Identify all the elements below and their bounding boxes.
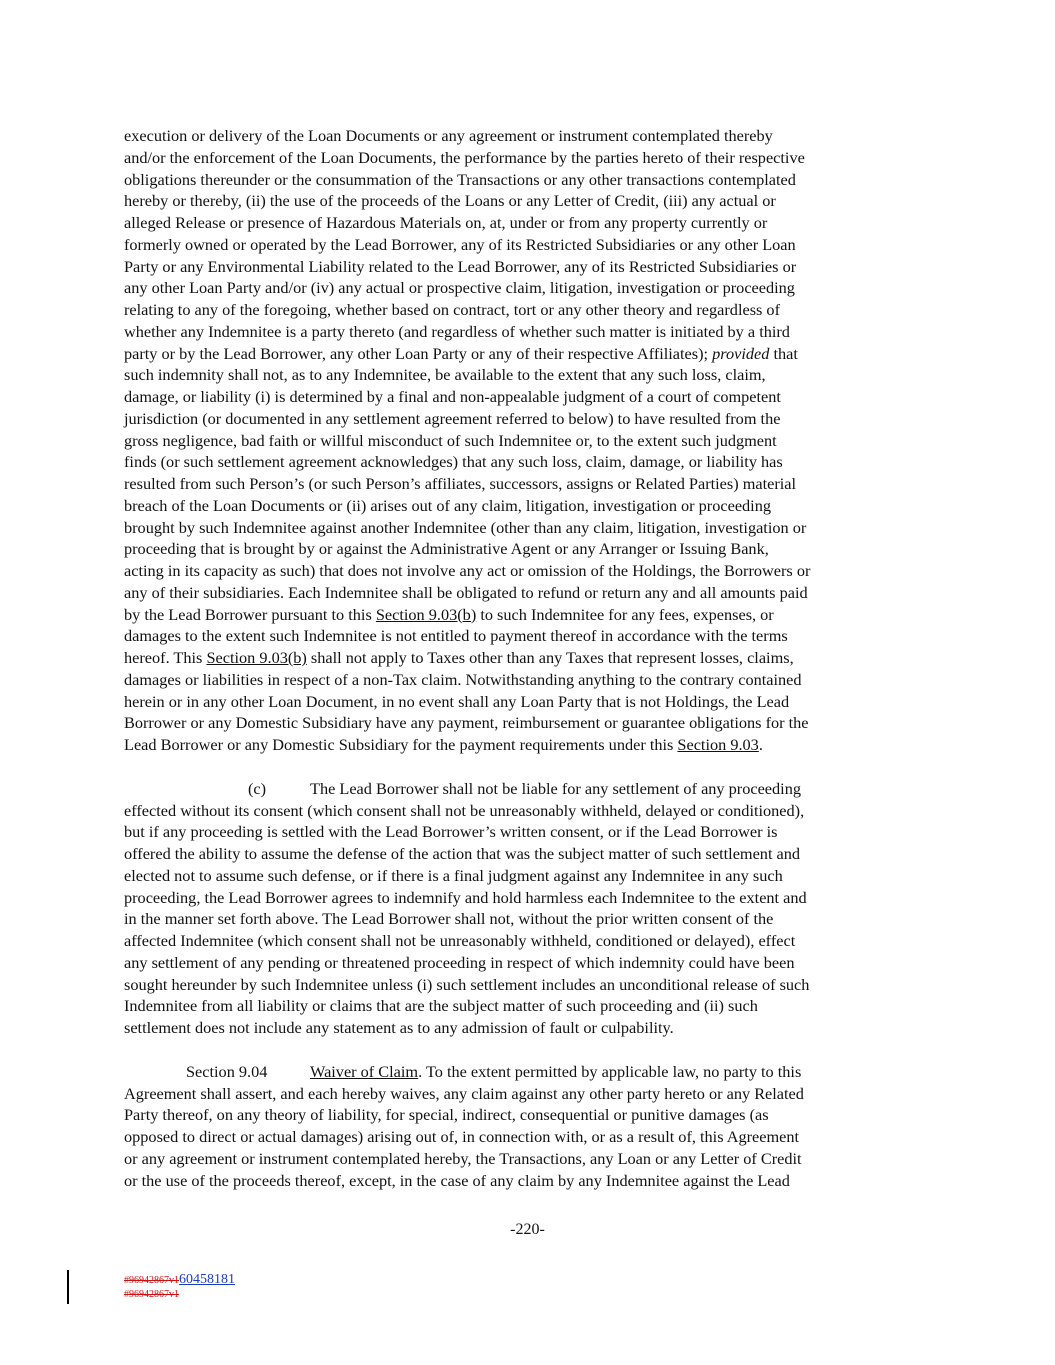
text-line: opposed to direct or actual damages) arising out of, in connection with, or as a result of, this Agreement bbox=[124, 1127, 800, 1146]
text-line: settlement does not include any statement as to any admission of fault or culpability. bbox=[124, 1018, 674, 1037]
text-line: elected not to assume such defense, or if there is a final judgment against any Indemnitee in any such bbox=[124, 865, 783, 885]
text-line: but if any proceeding is settled with the Lead Borrower’s written consent, or if the Lead Borrower is bbox=[124, 822, 778, 842]
text-line: or any agreement or instrument contemplated hereby, the Transactions, any Loan or any Letter of Credit bbox=[124, 1148, 802, 1168]
text-segment: to such Indemnitee for any fees, expenses, or bbox=[476, 604, 774, 624]
text-segment: hereof. This bbox=[124, 648, 207, 667]
text-segment: party or by the Lead Borrower, any other Loan Party or any of their respective Affiliates); bbox=[124, 343, 713, 363]
text-segment: . To the extent permitted by applicable law, no party to this bbox=[418, 1061, 802, 1081]
text-line bbox=[124, 647, 932, 669]
text-line: proceeding, the Lead Borrower agrees to indemnify and hold harmless each Indemnitee to the extent and bbox=[124, 887, 807, 907]
paragraph-section-9-04 bbox=[124, 1061, 932, 1192]
text-line: alleged Release or presence of Hazardous Materials on, at, under or from any property currently or bbox=[124, 213, 768, 232]
text-line: Borrower or any Domestic Subsidiary have any payment, reimbursement or guarantee obligations for the bbox=[124, 713, 809, 733]
inserted-doc-id: 60458181 bbox=[179, 1272, 235, 1287]
text-line bbox=[124, 734, 932, 756]
text-segment: shall not apply to Taxes other than any Taxes that represent losses, claims, bbox=[306, 648, 794, 667]
section-ref-link[interactable]: Section 9.03(b) bbox=[206, 648, 307, 667]
text-line: resulted from such Person’s (or such Person’s affiliates, successors, assigns or Related Parties) material bbox=[124, 474, 797, 493]
text-line: Party thereof, on any theory of liability, for special, indirect, consequential or punitive damages (as bbox=[124, 1105, 769, 1125]
text-line: relating to any of the foregoing, whether based on contract, tort or any other theory and regardless of bbox=[124, 300, 780, 319]
document-body bbox=[124, 125, 932, 1213]
page-number: -220- bbox=[510, 1221, 545, 1238]
text-line bbox=[124, 778, 932, 800]
text-line: Indemnitee from all liability or claims that are the subject matter of such proceeding and (ii) such bbox=[124, 996, 758, 1016]
text-line: and/or the enforcement of the Loan Documents, the performance by the parties hereto of their respective bbox=[124, 147, 805, 167]
provided-italic: provided bbox=[712, 343, 770, 363]
text-line: breach of the Loan Documents or (ii) arises out of any claim, litigation, investigation or proceeding bbox=[124, 495, 771, 515]
text-line: any of their subsidiaries. Each Indemnitee shall be obligated to refund or return any and all amounts paid bbox=[124, 582, 808, 602]
text-line: acting in its capacity as such) that does not involve any act or omission of the Holdings, the Borrowers or bbox=[124, 561, 811, 580]
paragraph-settlement-c bbox=[124, 778, 932, 1039]
section-ref-link[interactable]: Section 9.03(b) bbox=[375, 604, 477, 624]
text-line: offered the ability to assume the defense of the action that was the subject matter of such settlement and bbox=[124, 844, 801, 863]
text-line bbox=[124, 604, 932, 626]
text-line: damages to the extent such Indemnitee is not entitled to payment thereof in accordance with the terms bbox=[124, 626, 788, 646]
deleted-doc-id: #96942867v1 bbox=[124, 1275, 179, 1286]
text-line: proceeding that is brought by or against the Administrative Agent or any Arranger or Issuing Bank, bbox=[124, 539, 769, 559]
text-line bbox=[124, 1061, 932, 1083]
text-line: affected Indemnitee (which consent shall not be unreasonably withheld, conditioned or delayed), effect bbox=[124, 931, 796, 950]
text-line: any settlement of any pending or threatened proceeding in respect of which indemnity could have been bbox=[124, 952, 795, 972]
text-line: finds (or such settlement agreement acknowledges) that any such loss, claim, damage, or liability has bbox=[124, 452, 783, 472]
text-line: such indemnity shall not, as to any Indemnitee, be available to the extent that any such loss, claim, bbox=[124, 365, 766, 385]
section-ref-link[interactable]: Section 9.03 bbox=[677, 735, 759, 754]
paragraph-indemnity-continuation bbox=[124, 125, 932, 756]
text-segment: The Lead Borrower shall not be liable for any settlement of any proceeding bbox=[310, 778, 801, 798]
doc-id-line bbox=[124, 1273, 235, 1288]
text-line: hereby or thereby, (ii) the use of the proceeds of the Loans or any Letter of Credit, (iii) any actual or bbox=[124, 191, 776, 211]
text-line: gross negligence, bad faith or willful misconduct of such Indemnitee or, to the extent such judgment bbox=[124, 430, 777, 450]
text-line: effected without its consent (which consent shall not be unreasonably withheld, delayed or conditioned), bbox=[124, 800, 805, 820]
text-line: brought by such Indemnitee against another Indemnitee (other than any claim, litigation, investigation or bbox=[124, 517, 807, 537]
text-segment: by the Lead Borrower pursuant to this bbox=[124, 604, 376, 624]
text-line: any other Loan Party and/or (iv) any actual or prospective claim, litigation, investigation or proceeding bbox=[124, 278, 795, 298]
clause-label: (c) bbox=[248, 778, 267, 798]
text-line: formerly owned or operated by the Lead Borrower, any of its Restricted Subsidiaries or any other Loan bbox=[124, 234, 796, 254]
text-line: Party or any Environmental Liability related to the Lead Borrower, any of its Restricted Subsidiaries or bbox=[124, 256, 797, 276]
text-line bbox=[124, 343, 932, 365]
doc-id-line bbox=[124, 1288, 235, 1302]
text-line: in the manner set forth above. The Lead Borrower shall not, without the prior written consent of the bbox=[124, 909, 774, 929]
text-segment: . bbox=[758, 735, 763, 754]
document-id-footer bbox=[124, 1273, 235, 1302]
text-line: damages or liabilities in respect of a non-Tax claim. Notwithstanding anything to the contrary contained bbox=[124, 669, 802, 689]
text-line: jurisdiction (or documented in any settlement agreement referred to below) to have resulted from the bbox=[124, 408, 781, 428]
text-line: obligations thereunder or the consummation of the Transactions or any other transactions contemplated bbox=[124, 169, 796, 189]
text-line: whether any Indemnitee is a party thereto (and regardless of whether such matter is initiated by a third bbox=[124, 321, 790, 341]
text-segment: Lead Borrower or any Domestic Subsidiary for the payment requirements under this bbox=[124, 735, 678, 754]
text-line: damage, or liability (i) is determined by a final and non-appealable judgment of a court of competent bbox=[124, 387, 781, 406]
section-title: Waiver of Claim bbox=[310, 1061, 419, 1081]
text-segment: that bbox=[769, 343, 798, 363]
text-line: execution or delivery of the Loan Documents or any agreement or instrument contemplated thereby bbox=[124, 126, 773, 145]
text-line: Agreement shall assert, and each hereby waives, any claim against any other party hereto or any Related bbox=[124, 1083, 804, 1103]
deleted-doc-id: #96942867v1 bbox=[124, 1289, 179, 1300]
section-number: Section 9.04 bbox=[186, 1061, 268, 1081]
change-bar bbox=[67, 1270, 69, 1304]
text-line: herein or in any other Loan Document, in no event shall any Loan Party that is not Holdings, the Lead bbox=[124, 691, 790, 711]
text-line: or the use of the proceeds thereof, except, in the case of any claim by any Indemnitee against the Lead bbox=[124, 1170, 790, 1190]
text-line: sought hereunder by such Indemnitee unless (i) such settlement includes an unconditional release of such bbox=[124, 974, 810, 994]
